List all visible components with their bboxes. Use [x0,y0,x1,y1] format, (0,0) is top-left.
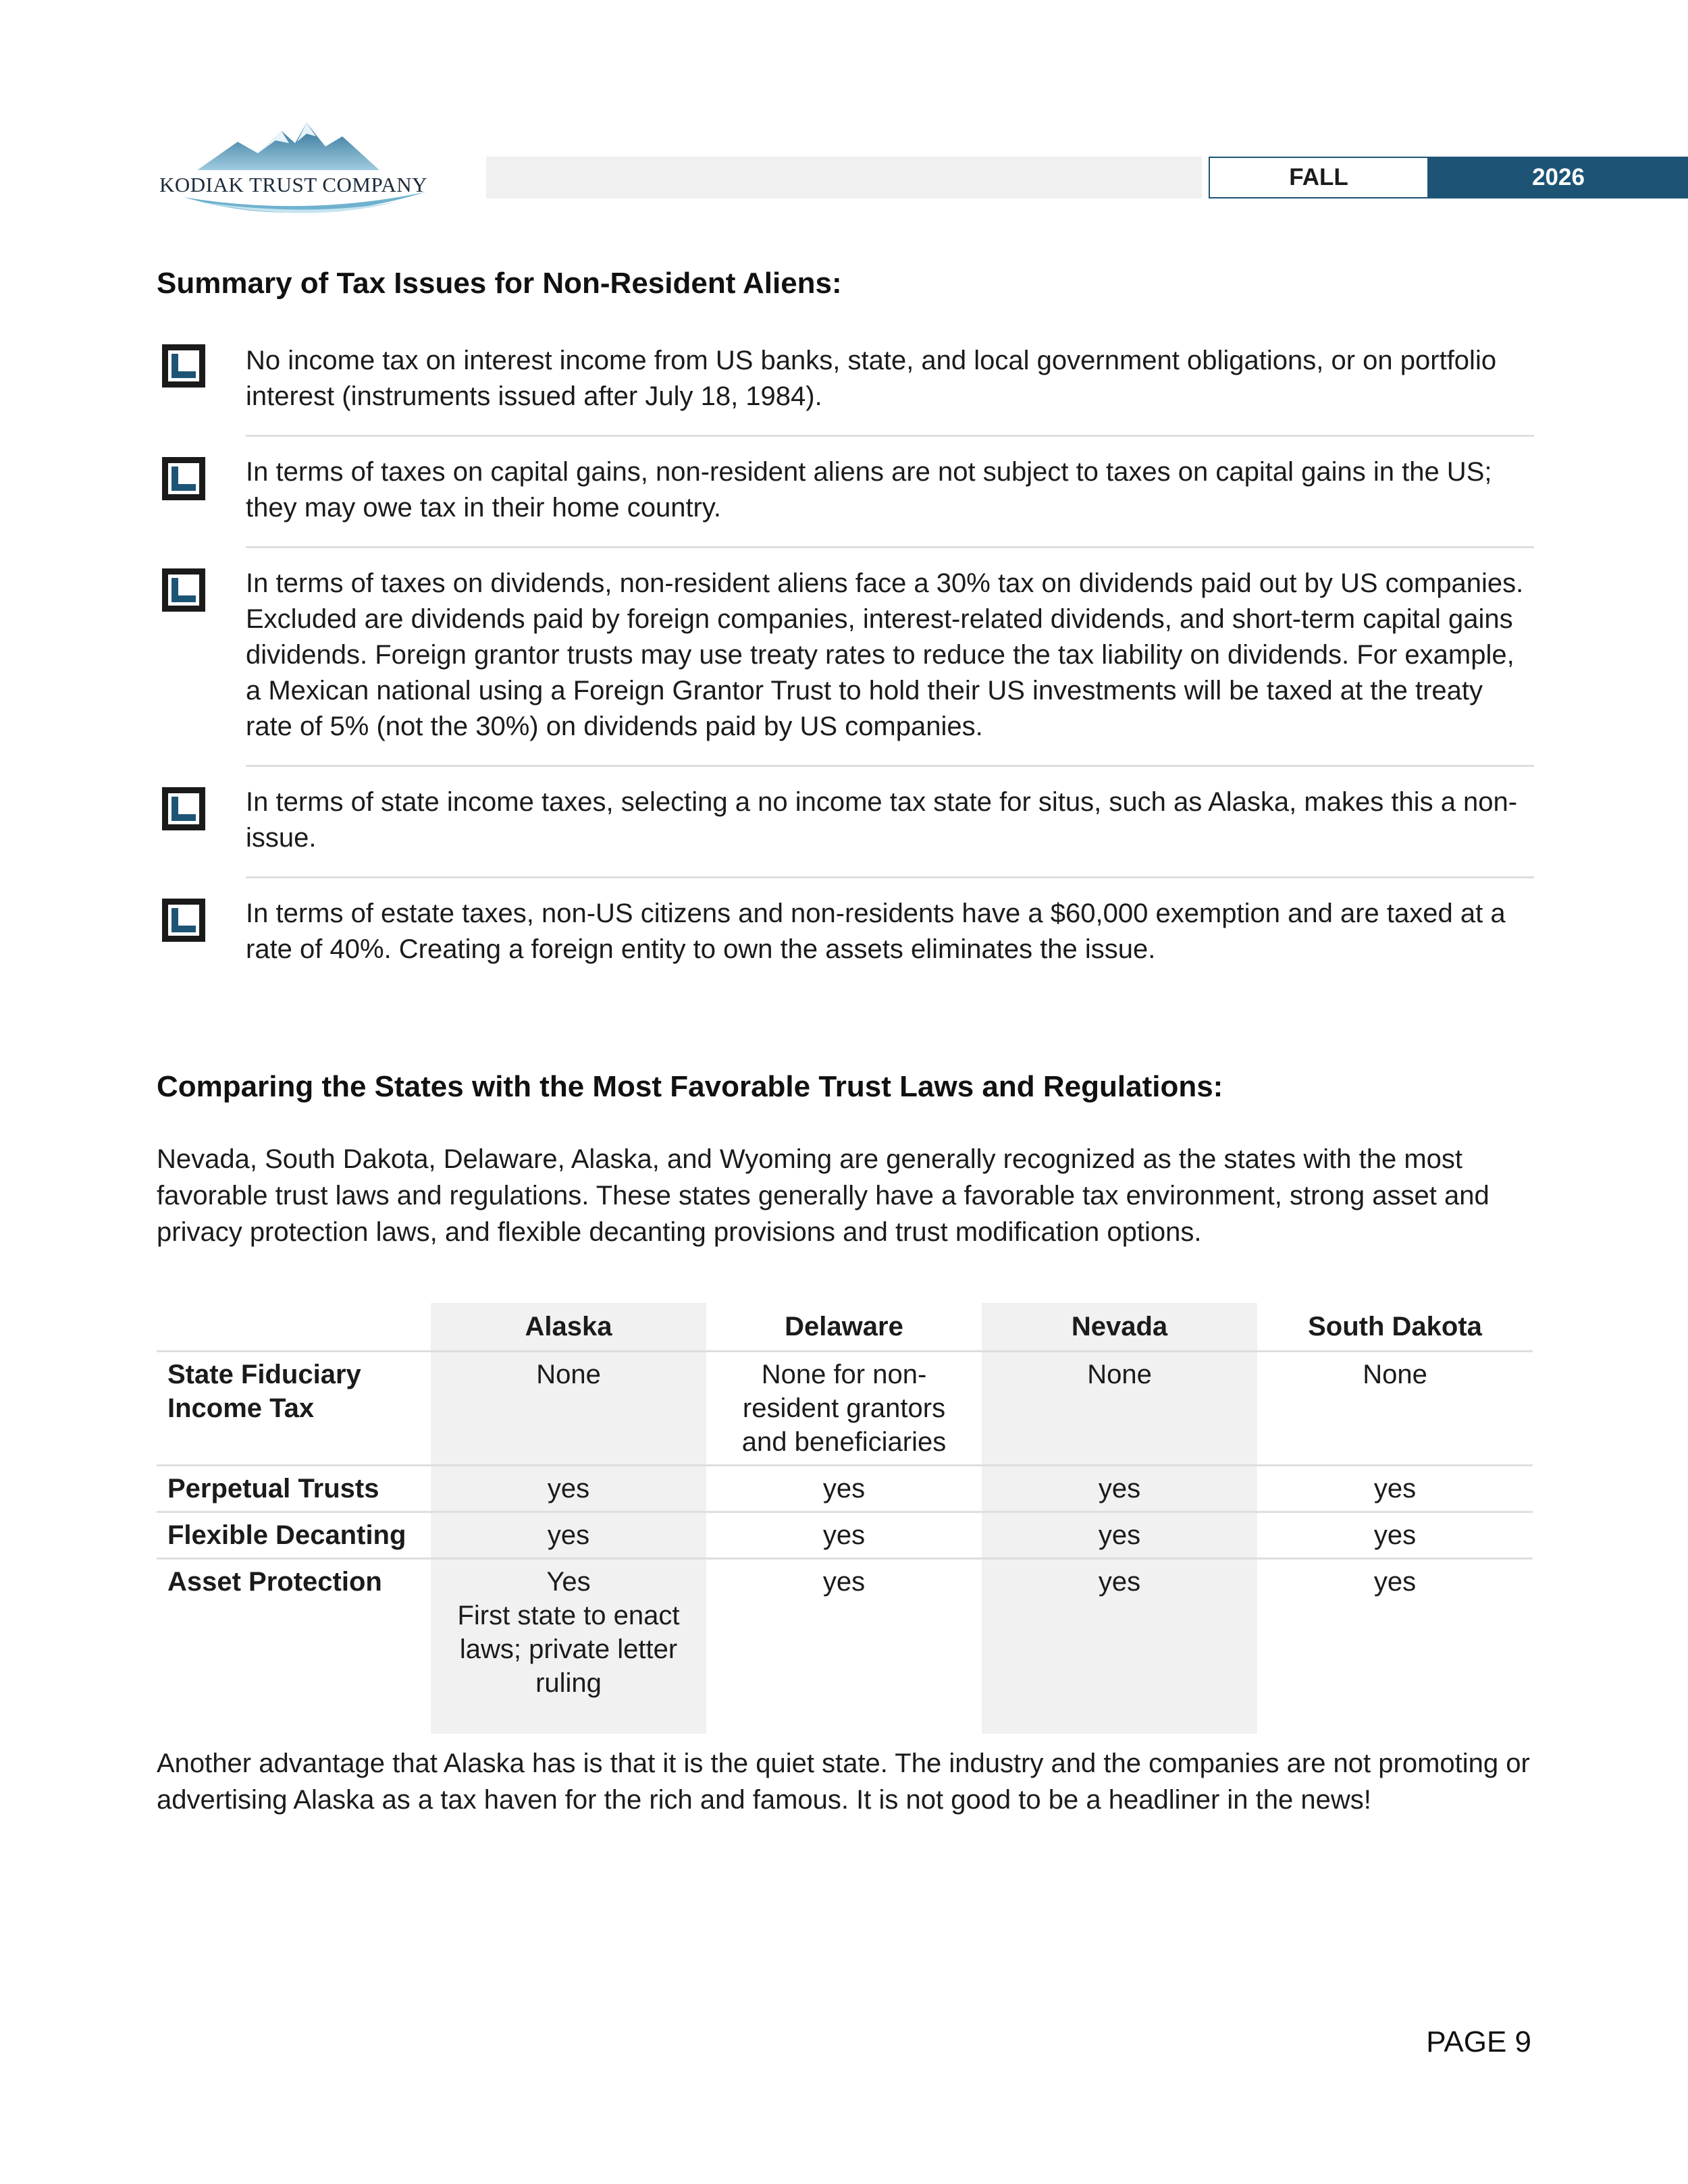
table-cell: yes [706,1512,982,1559]
issue-season: FALL [1209,157,1429,198]
table-row [157,1352,1533,1466]
table-cell: yes [982,1559,1257,1734]
corner-bracket-icon [162,457,205,500]
row-label: Flexible Decanting [157,1512,431,1559]
closing-paragraph: Another advantage that Alaska has is that it is the quiet state. The industry and the companies are not promoting or advertising Alaska as a tax haven for the rich and famous. It is not good to be a headliner in the news! [157,1749,1530,1815]
column-header-delaware: Delaware [706,1303,982,1352]
tax-issues-list [157,338,1534,988]
corner-bracket-icon [162,899,205,942]
table-cell: None for non-resident grantors and beneficiaries [706,1352,982,1466]
corner-bracket-icon [162,787,205,830]
page-number: PAGE 9 [1426,2025,1531,2058]
issue-year: 2026 [1429,157,1688,198]
mountain-logo-icon [157,116,447,217]
cell-note: First state to enact laws; private letter ruling [457,1601,680,1698]
table-cell: None [431,1352,706,1466]
table-cell: yes [1257,1512,1533,1559]
table-row [157,1512,1533,1559]
table-cell: yes [982,1466,1257,1512]
table-cell: None [982,1352,1257,1466]
list-item [157,881,1534,988]
list-item [157,551,1534,767]
company-logo [157,116,447,217]
header-bar [486,157,1202,198]
state-comparison-table [157,1303,1533,1734]
corner-bracket-icon [162,344,205,388]
table-cell: yes [982,1512,1257,1559]
column-header-south-dakota: South Dakota [1257,1303,1533,1352]
table-cell: yes [822,1567,866,1597]
company-name: KODIAK TRUST COMPANY [159,173,428,196]
bullet-text: In terms of state income taxes, selecting a no income tax state for situs, such as Alaska, makes this a non-issue. [246,775,1534,878]
table-cell: yes [431,1512,706,1559]
section-heading-tax-issues: Summary of Tax Issues for Non-Resident Aliens: [157,267,842,300]
bullet-text: In terms of taxes on capital gains, non-resident aliens are not subject to taxes on capital gains in the US; they may owe tax in their home country. [246,445,1534,548]
row-label: Perpetual Trusts [157,1466,431,1512]
list-item [157,338,1534,437]
intro-paragraph: Nevada, South Dakota, Delaware, Alaska, and Wyoming are generally recognized as the states with the most favorable trust laws and regulations. These states generally have a favorable tax environment, strong asset and privacy protection laws, and flexible decanting provisions and trust modification options. [157,1144,1489,1247]
table-cell [431,1559,706,1734]
column-header-empty [157,1303,431,1352]
table-cell: yes [706,1466,982,1512]
table-row [157,1559,1533,1734]
table-header-row [157,1303,1533,1352]
column-header-alaska: Alaska [431,1303,706,1352]
bullet-text: In terms of taxes on dividends, non-resident aliens face a 30% tax on dividends paid out by US companies. Excluded are dividends paid by foreign companies, interest-related dividends, and short-term capital gains dividends. Foreign grantor trusts may use treaty rates to reduce the tax liability on dividends. For example, a Mexican national using a Foreign Grantor Trust to hold their US investments will be taxed at the treaty rate of 5% (not the 30%) on dividends paid by US companies. [246,556,1534,767]
list-item [157,440,1534,548]
table-cell: yes [1373,1567,1417,1597]
row-label: State Fiduciary Income Tax [157,1352,431,1466]
list-item [157,770,1534,878]
table-cell: yes [431,1466,706,1512]
bullet-text: No income tax on interest income from US banks, state, and local government obligations, or on portfolio interest (instruments issued after July 18, 1984). [246,343,1534,437]
corner-bracket-icon [162,568,205,612]
cell-value: Yes [546,1567,591,1597]
column-header-nevada: Nevada [982,1303,1257,1352]
table-cell: None [1257,1352,1533,1466]
bullet-text: In terms of estate taxes, non-US citizens and non-residents have a $60,000 exemption and are taxed at a rate of 40%. Creating a foreign entity to own the assets eliminates the issue. [246,899,1506,964]
table-cell: yes [1257,1466,1533,1512]
row-label: Asset Protection [167,1567,382,1597]
table-row [157,1466,1533,1512]
section-heading-state-comparison: Comparing the States with the Most Favorable Trust Laws and Regulations: [157,1070,1223,1103]
